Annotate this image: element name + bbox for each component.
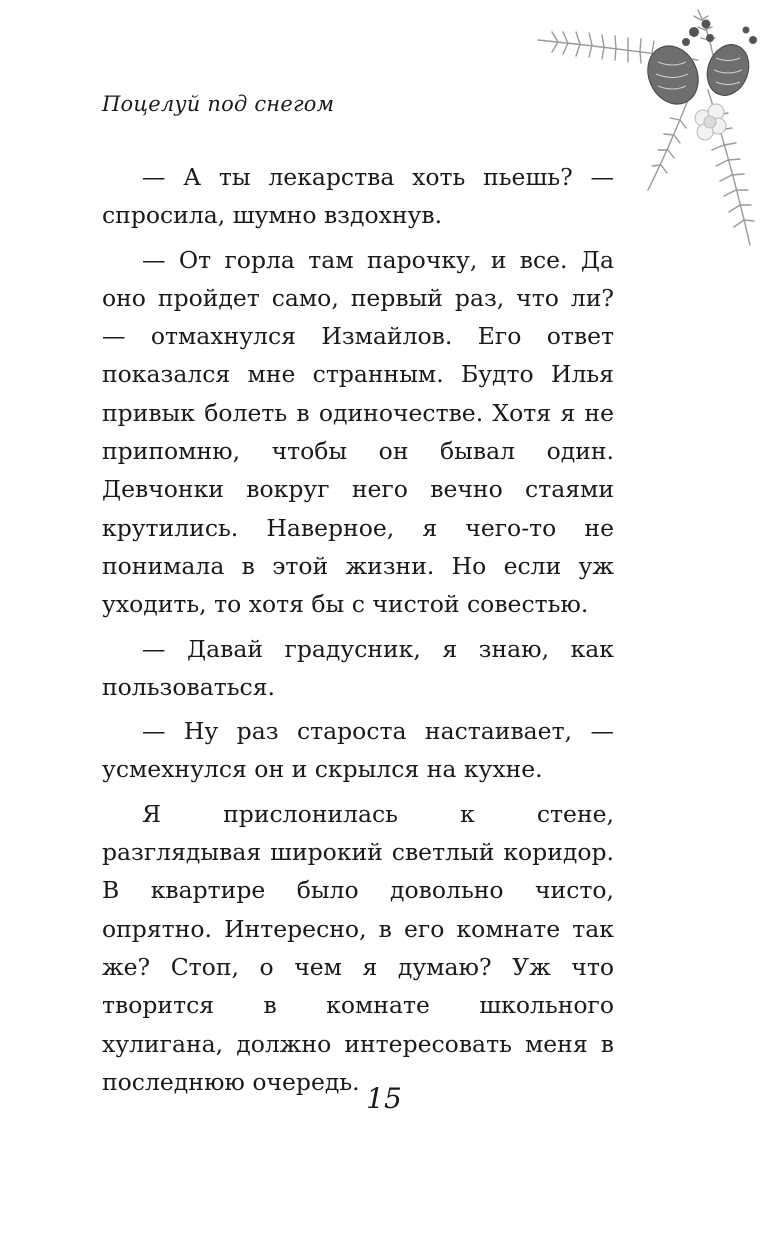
paragraph: Я прислонилась к стене, разглядывая широкий светлый коридор. В квартире было довольно чисто, опрятно. Интересно, в его комнате так же? Стоп, о чем я думаю? Уж что творится в комнате школьного хулигана, должно интересовать меня в последнюю очередь. <box>102 799 614 1096</box>
body-text <box>102 158 614 1107</box>
paragraph: — А ты лекарства хоть пьешь? — спросила, шумно вздохнув. <box>102 163 614 230</box>
paragraph: — Давай градусник, я знаю, как пользоваться. <box>102 634 614 701</box>
paragraph: — От горла там парочку, и все. Да оно пройдет само, первый раз, что ли? — отмахнулся Измайлов. Его ответ показался мне странным. Будто Илья привык болеть в одиночестве. Хотя я не припомню, чтобы он бывал один. Девчонки вокруг него вечно стаями крутились. Наверное, я чего-то не понимала в этой жизни. Но если уж уходить, то хотя бы с чистой совестью. <box>102 245 614 619</box>
paragraph: — Ну раз староста настаивает, — усмехнулся он и скрылся на кухне. <box>102 717 614 784</box>
page-number: 15 <box>366 1082 402 1115</box>
running-title: Поцелуй под снегом <box>102 92 335 116</box>
